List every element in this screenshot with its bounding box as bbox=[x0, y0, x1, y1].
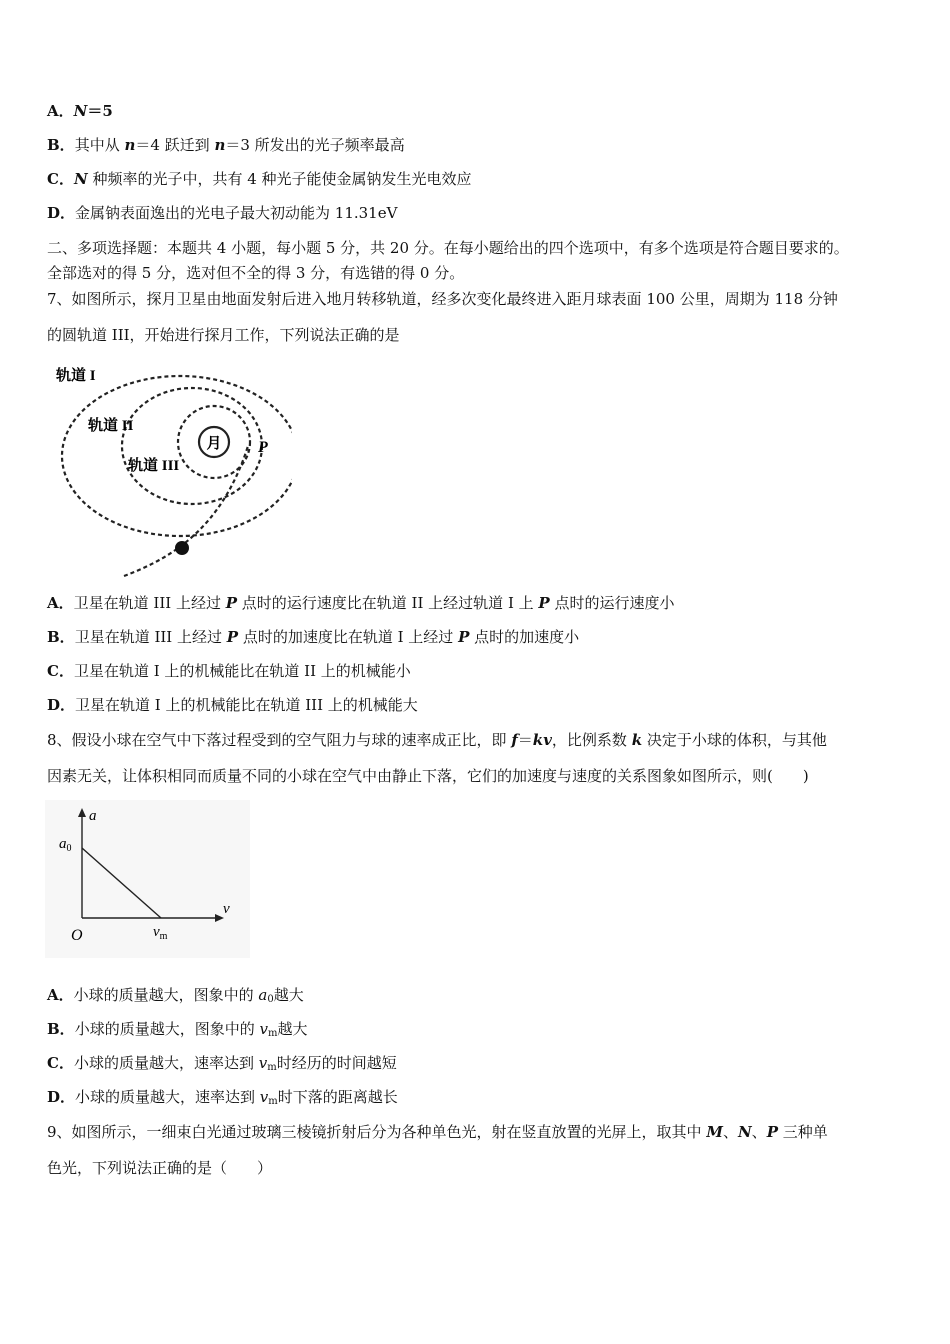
q6-option-c: C．N 种频率的光子中，共有 4 种光子能使金属钠发生光电效应 bbox=[47, 170, 472, 188]
q9-stem-line1: 9、如图所示，一细束白光通过玻璃三棱镜折射后分为各种单色光，射在竖直放置的光屏上，取其中 M、N、P 三种单 bbox=[47, 1123, 828, 1141]
q7-option-a: A．卫星在轨道 III 上经过 P 点时的运行速度比在轨道 II 上经过轨道 I 上 P 点时的运行速度小 bbox=[47, 594, 675, 612]
x-axis-label: v bbox=[223, 901, 230, 917]
section-heading-line2: 全部选对的得 5 分，选对但不全的得 3 分，有选错的得 0 分。 bbox=[47, 264, 465, 282]
q7-option-d: D．卫星在轨道 I 上的机械能比在轨道 III 上的机械能大 bbox=[47, 696, 418, 714]
orbit-ii-path bbox=[122, 388, 262, 504]
q9-stem-line2: 色光，下列说法正确的是（ ） bbox=[47, 1159, 273, 1177]
y-axis-label: a bbox=[89, 808, 97, 824]
q6-option-b: B．其中从 n＝4 跃迁到 n＝3 所发出的光子频率最高 bbox=[47, 136, 405, 154]
origin-label: O bbox=[71, 927, 83, 944]
orbit-ii-label: 轨道 II bbox=[88, 418, 134, 434]
q8-option-c: C．小球的质量越大，速率达到 $v_m$时经历的时间越短 bbox=[47, 1054, 397, 1073]
q7-stem-line2: 的圆轨道 III，开始进行探月工作，下列说法正确的是 bbox=[47, 326, 400, 344]
q8-graph bbox=[45, 800, 250, 958]
satellite-dot bbox=[175, 541, 189, 555]
orbit-iii-label: 轨道 III bbox=[128, 458, 180, 474]
q7-option-b: B．卫星在轨道 III 上经过 P 点时的加速度比在轨道 I 上经过 P 点时的加速度小 bbox=[47, 628, 580, 646]
q8-option-a: A．小球的质量越大，图象中的 $a_0$越大 bbox=[47, 986, 304, 1005]
vm-label: $v_m$ bbox=[153, 924, 168, 942]
q7-option-c: C．卫星在轨道 I 上的机械能比在轨道 II 上的机械能小 bbox=[47, 662, 411, 680]
q8-stem-line2: 因素无关，让体积相同而质量不同的小球在空气中由静止下落，它们的加速度与速度的关系图象如图所示，则( ) bbox=[47, 767, 809, 785]
point-p-label: P bbox=[258, 439, 268, 456]
a0-label: $a_0$ bbox=[59, 836, 72, 854]
moon-label: 月 bbox=[206, 436, 222, 452]
q8-option-b: B．小球的质量越大，图象中的 $v_m$越大 bbox=[47, 1020, 308, 1039]
q7-orbit-figure bbox=[52, 358, 292, 583]
q6-option-d: D．金属钠表面逸出的光电子最大初动能为 11.31eV bbox=[47, 204, 398, 222]
q8-stem-line1: 8、假设小球在空气中下落过程受到的空气阻力与球的速率成正比，即 f＝kv，比例系数 k 决定于小球的体积，与其他 bbox=[47, 731, 827, 749]
q6-option-a: A．N＝5 bbox=[47, 102, 113, 120]
q7-stem-line1: 7、如图所示，探月卫星由地面发射后进入地月转移轨道，经多次变化最终进入距月球表面 100 公里，周期为 118 分钟 bbox=[47, 290, 838, 308]
section-heading-line1: 二、多项选择题：本题共 4 小题，每小题 5 分，共 20 分。在每小题给出的四个选项中，有多个选项是符合题目要求的。 bbox=[47, 239, 849, 257]
q8-option-d: D．小球的质量越大，速率达到 $v_m$时下落的距离越长 bbox=[47, 1088, 398, 1107]
orbit-i-label: 轨道 I bbox=[56, 368, 96, 384]
orbit-i-path bbox=[62, 376, 292, 536]
